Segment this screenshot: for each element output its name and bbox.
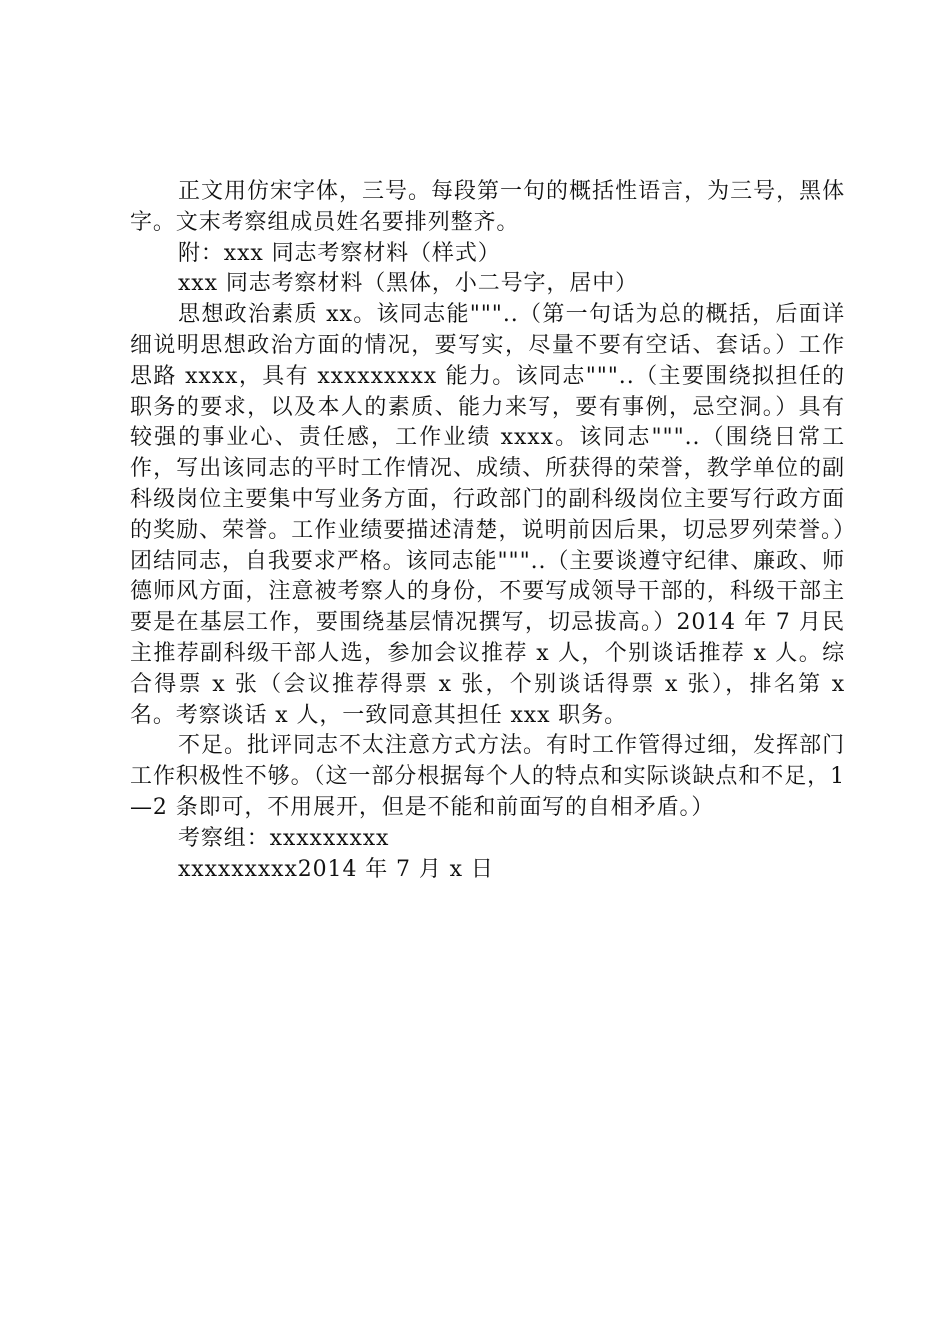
paragraph-main-assessment: 思想政治素质 xx。该同志能"""..（第一句话为总的概括，后面详细说明思想政治方面的情况，要写实，尽量不要有空话、套话。）工作思路 xxxx，具有 xxxxxxxxx 能力。该同志"""..（主要围绕拟担任的职务的要求，以及本人的素质、能力来写，要有事例，忌空洞。）具有较强的事业心、责任感，工作业绩 xxxx。该同志"""..（围绕日常工作，写出该同志的平时工作情况、成绩、所获得的荣誉，教学单位的副科级岗位主要集中写业务方面，行政部门的副科级岗位主要写行政方面的奖励、荣誉。工作业绩要描述清楚，说明前因后果，切忌罗列荣誉。）团结同志，自我要求严格。该同志能"""..（主要谈遵守纪律、廉政、师德师风方面，注意被考察人的身份，不要写成领导干部的，科级干部主要是在基层工作，要围绕基层情况撰写，切忌拔高。）2014 年 7 月民主推荐副科级干部人选，参加会议推荐 x 人，个别谈话推荐 x 人。综合得票 x 张（会议推荐得票 x 张，个别谈话得票 x 张），排名第 x 名。考察谈话 x 人，一致同意其担任 xxx 职务。 bbox=[130, 302, 845, 728]
paragraph-format-note: 正文用仿宋字体，三号。每段第一句的概括性语言，为三号，黑体字。文末考察组成员姓名要排列整齐。 bbox=[130, 179, 845, 235]
paragraph-inspection-group: 考察组：xxxxxxxxx bbox=[178, 825, 390, 851]
paragraph-date: xxxxxxxxx2014 年 7 月 x 日 bbox=[178, 856, 494, 882]
document-body bbox=[130, 177, 845, 885]
paragraph-shortcomings: 不足。批评同志不太注意方式方法。有时工作管得过细，发挥部门工作积极性不够。（这一部分根据每个人的特点和实际谈缺点和不足，1—2 条即可，不用展开，但是不能和前面写的自相矛盾。） bbox=[130, 733, 845, 820]
paragraph-material-title: xxx 同志考察材料（黑体，小二号字，居中） bbox=[178, 271, 639, 297]
paragraph-attachment: 附：xxx 同志考察材料（样式） bbox=[178, 240, 501, 266]
